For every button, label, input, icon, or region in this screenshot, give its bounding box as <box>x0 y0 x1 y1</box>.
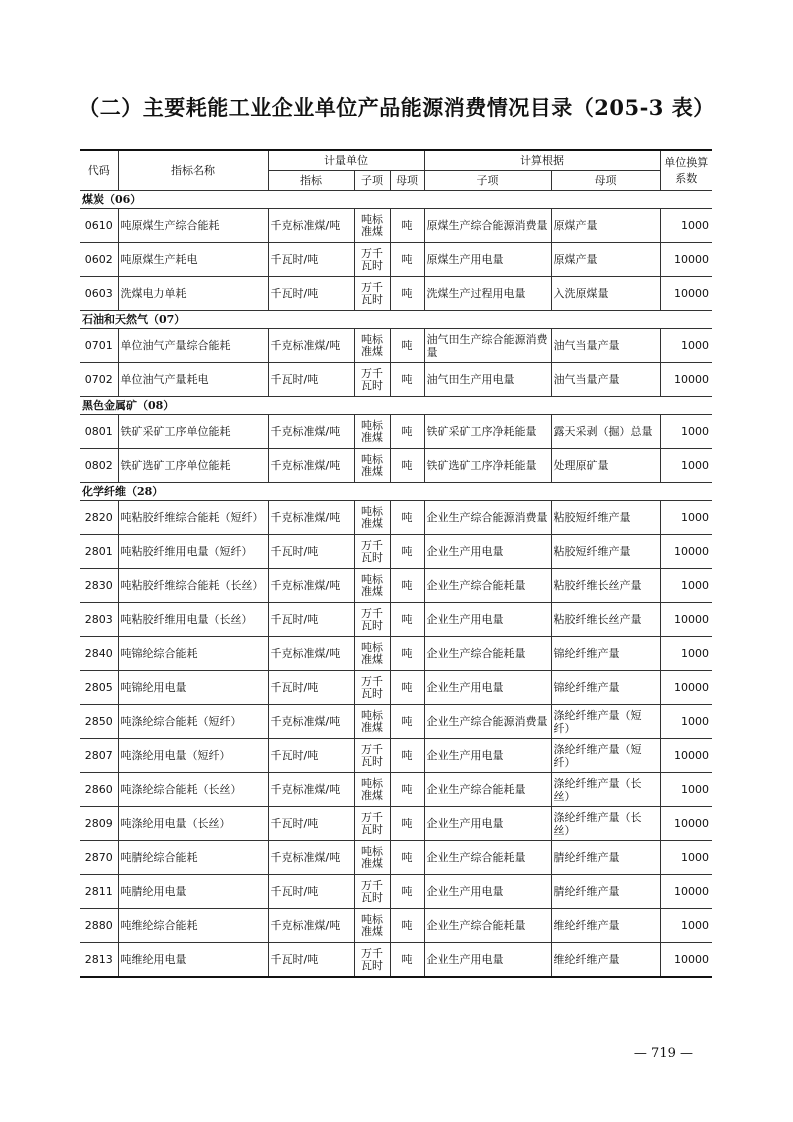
header-code: 代码 <box>80 150 118 191</box>
cell-denominator-unit: 吨 <box>390 909 424 943</box>
cell-unit: 千瓦时/吨 <box>268 243 354 277</box>
cell-basis-numerator: 企业生产综合能耗量 <box>424 841 551 875</box>
cell-numerator-unit: 万千瓦时 <box>354 363 390 397</box>
cell-unit: 千克标准煤/吨 <box>268 415 354 449</box>
table-body <box>80 191 712 978</box>
cell-unit: 千克标准煤/吨 <box>268 449 354 483</box>
cell-factor: 1000 <box>660 637 712 671</box>
cell-name: 吨维纶用电量 <box>118 943 268 978</box>
cell-name: 吨粘胶纤维用电量（长丝） <box>118 603 268 637</box>
cell-factor: 1000 <box>660 415 712 449</box>
cell-unit: 千瓦时/吨 <box>268 943 354 978</box>
cell-basis-denominator: 涤纶纤维产量（长丝） <box>551 807 660 841</box>
cell-code: 2880 <box>80 909 118 943</box>
cell-basis-denominator: 粘胶纤维长丝产量 <box>551 603 660 637</box>
header-basis-denominator: 母项 <box>551 171 660 191</box>
cell-factor: 10000 <box>660 943 712 978</box>
cell-factor: 10000 <box>660 603 712 637</box>
header-basis-numerator: 子项 <box>424 171 551 191</box>
cell-numerator-unit: 吨标准煤 <box>354 637 390 671</box>
cell-factor: 1000 <box>660 841 712 875</box>
cell-name: 铁矿选矿工序单位能耗 <box>118 449 268 483</box>
cell-factor: 10000 <box>660 363 712 397</box>
cell-name: 吨涤纶用电量（长丝） <box>118 807 268 841</box>
cell-denominator-unit: 吨 <box>390 363 424 397</box>
cell-basis-numerator: 企业生产综合能耗量 <box>424 637 551 671</box>
cell-code: 2803 <box>80 603 118 637</box>
table-row <box>80 243 712 277</box>
cell-numerator-unit: 吨标准煤 <box>354 909 390 943</box>
section-row <box>80 191 712 209</box>
cell-name: 吨粘胶纤维综合能耗（短纤） <box>118 501 268 535</box>
cell-basis-numerator: 油气田生产用电量 <box>424 363 551 397</box>
cell-basis-numerator: 洗煤生产过程用电量 <box>424 277 551 311</box>
cell-basis-denominator: 腈纶纤维产量 <box>551 875 660 909</box>
section-title: 煤炭（06） <box>80 191 712 209</box>
cell-unit: 千克标准煤/吨 <box>268 501 354 535</box>
table-row <box>80 739 712 773</box>
table-row <box>80 209 712 243</box>
section-title: 石油和天然气（07） <box>80 311 712 329</box>
cell-basis-denominator: 维纶纤维产量 <box>551 943 660 978</box>
cell-code: 2811 <box>80 875 118 909</box>
cell-name: 吨涤纶用电量（短纤） <box>118 739 268 773</box>
cell-denominator-unit: 吨 <box>390 739 424 773</box>
cell-numerator-unit: 万千瓦时 <box>354 277 390 311</box>
cell-factor: 10000 <box>660 875 712 909</box>
cell-denominator-unit: 吨 <box>390 209 424 243</box>
table-row <box>80 875 712 909</box>
header-unit-denominator: 母项 <box>390 171 424 191</box>
cell-basis-denominator: 涤纶纤维产量（短纤） <box>551 739 660 773</box>
cell-unit: 千瓦时/吨 <box>268 739 354 773</box>
cell-code: 0602 <box>80 243 118 277</box>
table-row <box>80 449 712 483</box>
cell-unit: 千克标准煤/吨 <box>268 209 354 243</box>
cell-factor: 1000 <box>660 909 712 943</box>
cell-basis-numerator: 企业生产用电量 <box>424 875 551 909</box>
cell-code: 2870 <box>80 841 118 875</box>
cell-name: 吨涤纶综合能耗（长丝） <box>118 773 268 807</box>
cell-numerator-unit: 吨标准煤 <box>354 501 390 535</box>
cell-code: 2813 <box>80 943 118 978</box>
cell-basis-numerator: 企业生产用电量 <box>424 671 551 705</box>
cell-denominator-unit: 吨 <box>390 603 424 637</box>
cell-basis-numerator: 企业生产用电量 <box>424 739 551 773</box>
cell-code: 2820 <box>80 501 118 535</box>
cell-basis-numerator: 企业生产综合能耗量 <box>424 569 551 603</box>
cell-basis-numerator: 企业生产综合能耗量 <box>424 909 551 943</box>
table-row <box>80 943 712 978</box>
table-row <box>80 277 712 311</box>
cell-factor: 10000 <box>660 807 712 841</box>
cell-name: 铁矿采矿工序单位能耗 <box>118 415 268 449</box>
cell-denominator-unit: 吨 <box>390 943 424 978</box>
cell-code: 2860 <box>80 773 118 807</box>
table-row <box>80 415 712 449</box>
cell-name: 吨粘胶纤维用电量（短纤） <box>118 535 268 569</box>
cell-denominator-unit: 吨 <box>390 671 424 705</box>
cell-unit: 千瓦时/吨 <box>268 875 354 909</box>
cell-numerator-unit: 吨标准煤 <box>354 841 390 875</box>
cell-basis-numerator: 铁矿采矿工序净耗能量 <box>424 415 551 449</box>
cell-basis-denominator: 露天采剥（掘）总量 <box>551 415 660 449</box>
table-row <box>80 363 712 397</box>
section-title: 黑色金属矿（08） <box>80 397 712 415</box>
cell-denominator-unit: 吨 <box>390 569 424 603</box>
cell-basis-numerator: 原煤生产综合能源消费量 <box>424 209 551 243</box>
cell-denominator-unit: 吨 <box>390 535 424 569</box>
cell-basis-denominator: 入洗原煤量 <box>551 277 660 311</box>
cell-denominator-unit: 吨 <box>390 807 424 841</box>
cell-numerator-unit: 万千瓦时 <box>354 671 390 705</box>
cell-numerator-unit: 吨标准煤 <box>354 449 390 483</box>
table-row <box>80 535 712 569</box>
section-title: 化学纤维（28） <box>80 483 712 501</box>
cell-factor: 10000 <box>660 243 712 277</box>
cell-denominator-unit: 吨 <box>390 705 424 739</box>
cell-code: 0603 <box>80 277 118 311</box>
cell-denominator-unit: 吨 <box>390 501 424 535</box>
cell-basis-denominator: 粘胶短纤维产量 <box>551 535 660 569</box>
cell-code: 2850 <box>80 705 118 739</box>
cell-basis-numerator: 铁矿选矿工序净耗能量 <box>424 449 551 483</box>
cell-basis-denominator: 维纶纤维产量 <box>551 909 660 943</box>
cell-unit: 千克标准煤/吨 <box>268 909 354 943</box>
header-unit-indicator: 指标 <box>268 171 354 191</box>
cell-factor: 1000 <box>660 569 712 603</box>
header-unit-numerator: 子项 <box>354 171 390 191</box>
cell-basis-denominator: 原煤产量 <box>551 209 660 243</box>
table-row <box>80 909 712 943</box>
cell-name: 吨粘胶纤维综合能耗（长丝） <box>118 569 268 603</box>
cell-unit: 千克标准煤/吨 <box>268 773 354 807</box>
cell-denominator-unit: 吨 <box>390 415 424 449</box>
cell-name: 吨涤纶综合能耗（短纤） <box>118 705 268 739</box>
cell-unit: 千瓦时/吨 <box>268 277 354 311</box>
cell-numerator-unit: 万千瓦时 <box>354 943 390 978</box>
cell-basis-numerator: 企业生产综合能源消费量 <box>424 501 551 535</box>
table-row <box>80 671 712 705</box>
cell-code: 2840 <box>80 637 118 671</box>
cell-unit: 千瓦时/吨 <box>268 603 354 637</box>
cell-basis-numerator: 企业生产用电量 <box>424 807 551 841</box>
cell-unit: 千克标准煤/吨 <box>268 705 354 739</box>
cell-unit: 千克标准煤/吨 <box>268 569 354 603</box>
cell-code: 2830 <box>80 569 118 603</box>
cell-basis-numerator: 企业生产用电量 <box>424 603 551 637</box>
cell-unit: 千瓦时/吨 <box>268 535 354 569</box>
cell-unit: 千克标准煤/吨 <box>268 329 354 363</box>
table-row <box>80 603 712 637</box>
cell-denominator-unit: 吨 <box>390 773 424 807</box>
cell-name: 吨腈纶用电量 <box>118 875 268 909</box>
cell-numerator-unit: 吨标准煤 <box>354 773 390 807</box>
cell-name: 洗煤电力单耗 <box>118 277 268 311</box>
table-row <box>80 569 712 603</box>
cell-name: 吨维纶综合能耗 <box>118 909 268 943</box>
cell-factor: 1000 <box>660 209 712 243</box>
cell-numerator-unit: 万千瓦时 <box>354 807 390 841</box>
cell-basis-denominator: 油气当量产量 <box>551 329 660 363</box>
section-row <box>80 483 712 501</box>
cell-code: 2807 <box>80 739 118 773</box>
cell-denominator-unit: 吨 <box>390 329 424 363</box>
cell-denominator-unit: 吨 <box>390 449 424 483</box>
cell-code: 0802 <box>80 449 118 483</box>
header-basis-group: 计算根据 <box>424 150 660 171</box>
table-row <box>80 807 712 841</box>
cell-unit: 千克标准煤/吨 <box>268 841 354 875</box>
cell-factor: 10000 <box>660 671 712 705</box>
cell-numerator-unit: 万千瓦时 <box>354 535 390 569</box>
cell-numerator-unit: 万千瓦时 <box>354 603 390 637</box>
cell-denominator-unit: 吨 <box>390 841 424 875</box>
table-row <box>80 329 712 363</box>
cell-basis-denominator: 锦纶纤维产量 <box>551 637 660 671</box>
cell-name: 吨锦纶用电量 <box>118 671 268 705</box>
cell-basis-numerator: 企业生产综合能耗量 <box>424 773 551 807</box>
cell-basis-denominator: 腈纶纤维产量 <box>551 841 660 875</box>
cell-code: 0801 <box>80 415 118 449</box>
cell-code: 0702 <box>80 363 118 397</box>
cell-basis-denominator: 处理原矿量 <box>551 449 660 483</box>
cell-basis-denominator: 涤纶纤维产量（短纤） <box>551 705 660 739</box>
cell-numerator-unit: 万千瓦时 <box>354 739 390 773</box>
cell-basis-numerator: 原煤生产用电量 <box>424 243 551 277</box>
cell-denominator-unit: 吨 <box>390 277 424 311</box>
catalog-table <box>80 149 712 978</box>
cell-basis-numerator: 企业生产用电量 <box>424 943 551 978</box>
cell-unit: 千瓦时/吨 <box>268 671 354 705</box>
cell-unit: 千瓦时/吨 <box>268 363 354 397</box>
cell-name: 吨原煤生产综合能耗 <box>118 209 268 243</box>
cell-basis-denominator: 油气当量产量 <box>551 363 660 397</box>
cell-numerator-unit: 吨标准煤 <box>354 415 390 449</box>
cell-name: 吨原煤生产耗电 <box>118 243 268 277</box>
cell-numerator-unit: 万千瓦时 <box>354 243 390 277</box>
cell-code: 0701 <box>80 329 118 363</box>
cell-name: 单位油气产量耗电 <box>118 363 268 397</box>
page-number: — 719 — <box>633 1046 693 1061</box>
cell-factor: 10000 <box>660 277 712 311</box>
header-unit-group: 计量单位 <box>268 150 424 171</box>
cell-basis-denominator: 锦纶纤维产量 <box>551 671 660 705</box>
cell-numerator-unit: 吨标准煤 <box>354 705 390 739</box>
section-row <box>80 311 712 329</box>
cell-denominator-unit: 吨 <box>390 243 424 277</box>
cell-name: 吨锦纶综合能耗 <box>118 637 268 671</box>
cell-code: 2809 <box>80 807 118 841</box>
cell-basis-numerator: 企业生产综合能源消费量 <box>424 705 551 739</box>
cell-unit: 千克标准煤/吨 <box>268 637 354 671</box>
table-row <box>80 501 712 535</box>
cell-factor: 1000 <box>660 329 712 363</box>
cell-code: 0610 <box>80 209 118 243</box>
cell-basis-denominator: 原煤产量 <box>551 243 660 277</box>
cell-numerator-unit: 万千瓦时 <box>354 875 390 909</box>
cell-factor: 1000 <box>660 501 712 535</box>
cell-basis-denominator: 粘胶纤维长丝产量 <box>551 569 660 603</box>
cell-factor: 10000 <box>660 535 712 569</box>
cell-factor: 1000 <box>660 773 712 807</box>
cell-denominator-unit: 吨 <box>390 637 424 671</box>
cell-unit: 千瓦时/吨 <box>268 807 354 841</box>
cell-basis-denominator: 涤纶纤维产量（长丝） <box>551 773 660 807</box>
cell-factor: 1000 <box>660 705 712 739</box>
table-row <box>80 773 712 807</box>
cell-numerator-unit: 吨标准煤 <box>354 329 390 363</box>
cell-name: 单位油气产量综合能耗 <box>118 329 268 363</box>
cell-factor: 1000 <box>660 449 712 483</box>
table-row <box>80 841 712 875</box>
cell-numerator-unit: 吨标准煤 <box>354 209 390 243</box>
cell-code: 2805 <box>80 671 118 705</box>
table-row <box>80 637 712 671</box>
cell-basis-numerator: 企业生产用电量 <box>424 535 551 569</box>
table-row <box>80 705 712 739</box>
cell-basis-numerator: 油气田生产综合能源消费量 <box>424 329 551 363</box>
header-name: 指标名称 <box>118 150 268 191</box>
cell-code: 2801 <box>80 535 118 569</box>
page-title: （二）主要耗能工业企业单位产品能源消费情况目录（205-3 表） <box>78 95 715 120</box>
cell-basis-denominator: 粘胶短纤维产量 <box>551 501 660 535</box>
section-row <box>80 397 712 415</box>
header-factor: 单位换算系数 <box>660 150 712 191</box>
cell-name: 吨腈纶综合能耗 <box>118 841 268 875</box>
cell-numerator-unit: 吨标准煤 <box>354 569 390 603</box>
cell-denominator-unit: 吨 <box>390 875 424 909</box>
cell-factor: 10000 <box>660 739 712 773</box>
